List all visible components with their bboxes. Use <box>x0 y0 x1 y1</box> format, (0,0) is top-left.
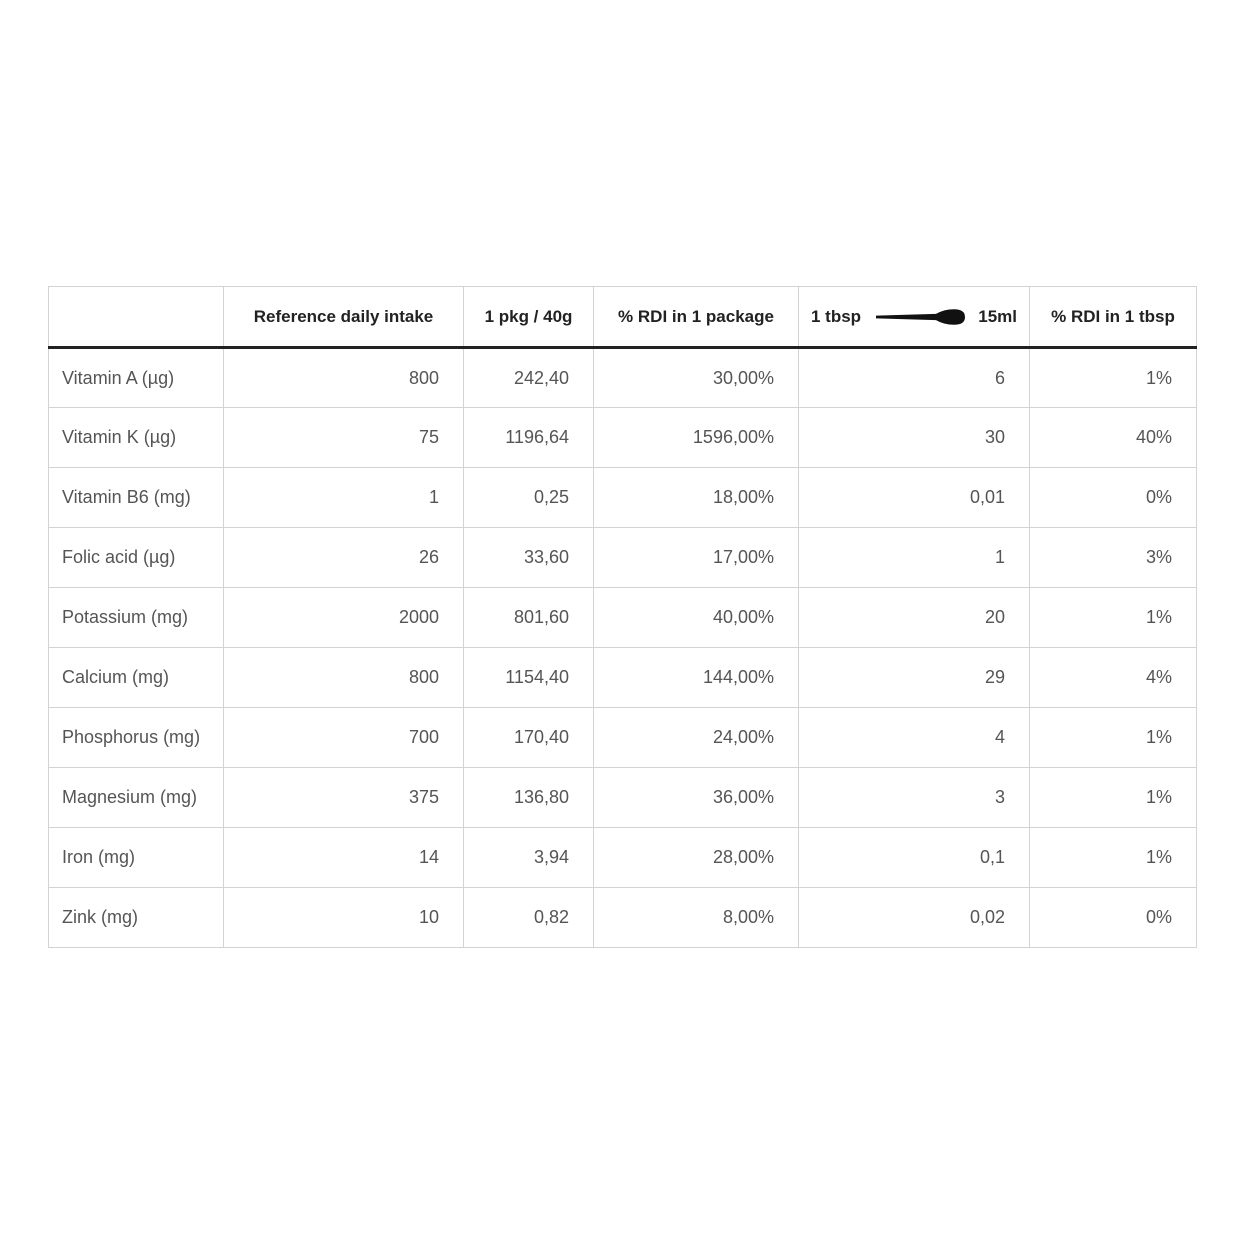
cell-per-package: 242,40 <box>464 348 594 408</box>
cell-rdi-per-package: 18,00% <box>594 468 799 528</box>
cell-per-package: 0,25 <box>464 468 594 528</box>
cell-per-tbsp: 1 <box>799 528 1030 588</box>
table-row <box>49 588 1197 648</box>
cell-per-package: 170,40 <box>464 708 594 768</box>
tbsp-label: 1 tbsp <box>811 306 862 326</box>
cell-per-tbsp: 4 <box>799 708 1030 768</box>
cell-reference-daily-intake: 1 <box>224 468 464 528</box>
header-reference-daily-intake: Reference daily intake <box>224 287 464 348</box>
cell-rdi-per-tbsp: 40% <box>1030 408 1197 468</box>
cell-nutrient: Folic acid (µg) <box>49 528 224 588</box>
header-nutrient <box>49 287 224 348</box>
table-row <box>49 828 1197 888</box>
cell-nutrient: Vitamin A (µg) <box>49 348 224 408</box>
table-row <box>49 408 1197 468</box>
cell-nutrient: Zink (mg) <box>49 888 224 948</box>
cell-nutrient: Potassium (mg) <box>49 588 224 648</box>
cell-per-package: 33,60 <box>464 528 594 588</box>
table-row <box>49 768 1197 828</box>
cell-nutrient: Phosphorus (mg) <box>49 708 224 768</box>
cell-per-tbsp: 3 <box>799 768 1030 828</box>
header-rdi-per-package: % RDI in 1 package <box>594 287 799 348</box>
table-row <box>49 528 1197 588</box>
header-per-package: 1 pkg / 40g <box>464 287 594 348</box>
table-row <box>49 648 1197 708</box>
cell-rdi-per-package: 8,00% <box>594 888 799 948</box>
header-per-tbsp <box>799 287 1030 348</box>
table-row <box>49 708 1197 768</box>
cell-rdi-per-package: 30,00% <box>594 348 799 408</box>
tbsp-volume: 15ml <box>978 306 1017 326</box>
cell-per-package: 3,94 <box>464 828 594 888</box>
tbsp-header-content <box>811 307 1017 327</box>
cell-rdi-per-tbsp: 1% <box>1030 348 1197 408</box>
cell-per-tbsp: 30 <box>799 408 1030 468</box>
cell-reference-daily-intake: 700 <box>224 708 464 768</box>
cell-per-package: 1196,64 <box>464 408 594 468</box>
cell-rdi-per-tbsp: 1% <box>1030 588 1197 648</box>
cell-per-tbsp: 6 <box>799 348 1030 408</box>
cell-reference-daily-intake: 75 <box>224 408 464 468</box>
cell-rdi-per-package: 1596,00% <box>594 408 799 468</box>
cell-rdi-per-package: 144,00% <box>594 648 799 708</box>
cell-per-tbsp: 0,01 <box>799 468 1030 528</box>
table-row <box>49 888 1197 948</box>
cell-rdi-per-tbsp: 4% <box>1030 648 1197 708</box>
cell-rdi-per-tbsp: 0% <box>1030 468 1197 528</box>
cell-nutrient: Vitamin K (µg) <box>49 408 224 468</box>
cell-rdi-per-tbsp: 1% <box>1030 768 1197 828</box>
header-row <box>49 287 1197 348</box>
spoon-icon <box>874 307 966 327</box>
cell-reference-daily-intake: 14 <box>224 828 464 888</box>
cell-reference-daily-intake: 2000 <box>224 588 464 648</box>
cell-nutrient: Vitamin B6 (mg) <box>49 468 224 528</box>
cell-per-package: 136,80 <box>464 768 594 828</box>
cell-reference-daily-intake: 800 <box>224 348 464 408</box>
cell-per-package: 0,82 <box>464 888 594 948</box>
cell-per-package: 801,60 <box>464 588 594 648</box>
cell-rdi-per-package: 17,00% <box>594 528 799 588</box>
cell-per-tbsp: 0,1 <box>799 828 1030 888</box>
cell-nutrient: Iron (mg) <box>49 828 224 888</box>
cell-rdi-per-package: 40,00% <box>594 588 799 648</box>
table-row <box>49 468 1197 528</box>
cell-rdi-per-package: 36,00% <box>594 768 799 828</box>
cell-rdi-per-tbsp: 3% <box>1030 528 1197 588</box>
table-row <box>49 348 1197 408</box>
cell-per-tbsp: 0,02 <box>799 888 1030 948</box>
cell-rdi-per-package: 24,00% <box>594 708 799 768</box>
nutrition-table-container <box>48 286 1196 948</box>
cell-reference-daily-intake: 10 <box>224 888 464 948</box>
table-body <box>49 348 1197 948</box>
cell-rdi-per-tbsp: 0% <box>1030 888 1197 948</box>
cell-nutrient: Calcium (mg) <box>49 648 224 708</box>
cell-reference-daily-intake: 800 <box>224 648 464 708</box>
cell-per-package: 1154,40 <box>464 648 594 708</box>
cell-reference-daily-intake: 375 <box>224 768 464 828</box>
cell-per-tbsp: 20 <box>799 588 1030 648</box>
header-rdi-per-tbsp: % RDI in 1 tbsp <box>1030 287 1197 348</box>
cell-rdi-per-package: 28,00% <box>594 828 799 888</box>
cell-reference-daily-intake: 26 <box>224 528 464 588</box>
cell-nutrient: Magnesium (mg) <box>49 768 224 828</box>
nutrition-table <box>48 286 1197 948</box>
cell-rdi-per-tbsp: 1% <box>1030 828 1197 888</box>
table-header <box>49 287 1197 348</box>
cell-rdi-per-tbsp: 1% <box>1030 708 1197 768</box>
cell-per-tbsp: 29 <box>799 648 1030 708</box>
